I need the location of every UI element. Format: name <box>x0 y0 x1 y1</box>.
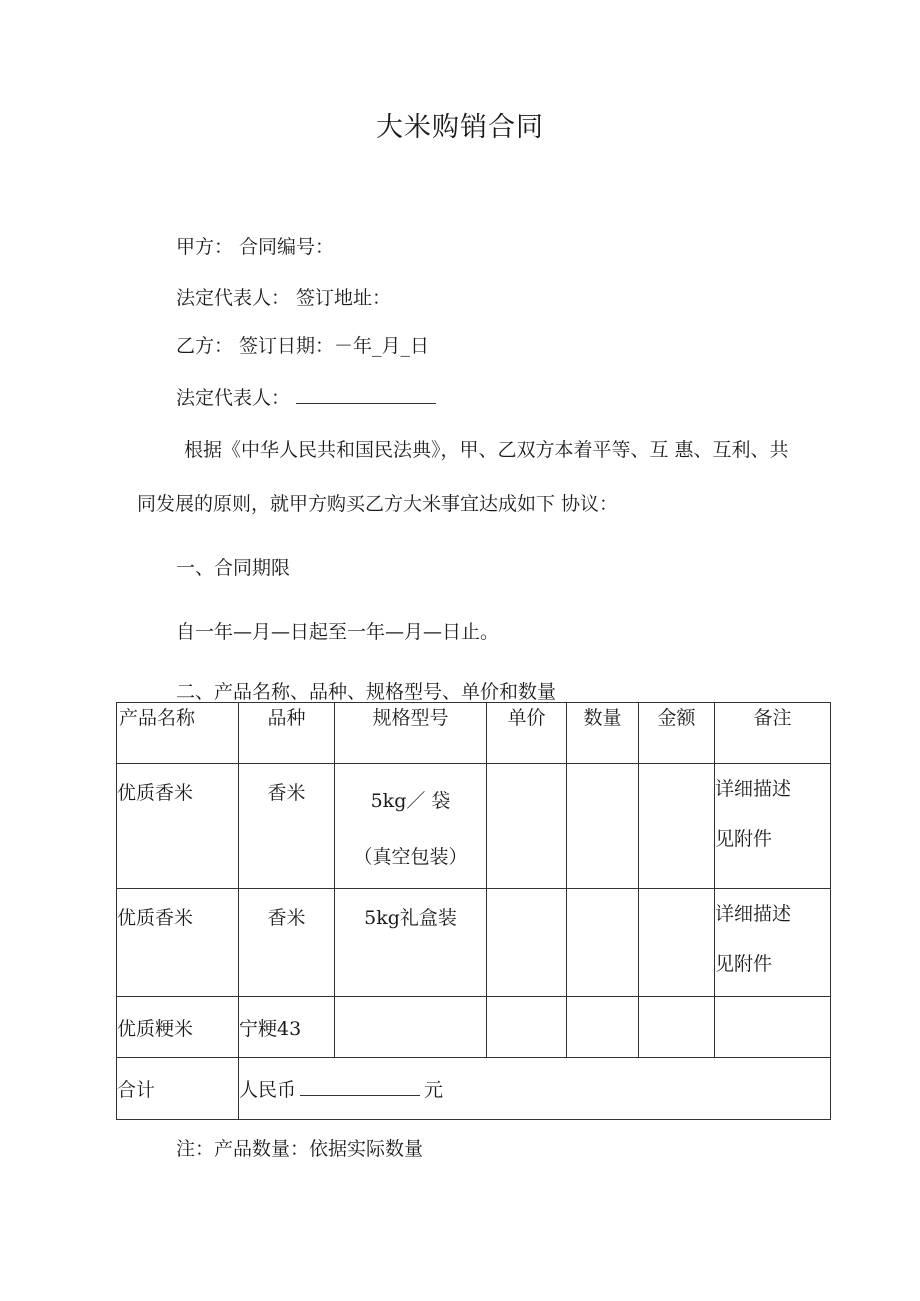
row3-remarks <box>715 997 831 1058</box>
legal-rep-b-line <box>176 383 436 410</box>
header-unit-price: 单价 <box>487 703 567 764</box>
header-variety: 品种 <box>239 703 335 764</box>
row2-remarks-line1: 详细描述 <box>715 903 792 925</box>
product-table <box>116 702 831 1120</box>
legal-rep-b-blank <box>296 385 436 404</box>
preamble-line-2: 同发展的原则，就甲方购买乙方大米事宜达成如下 协议： <box>137 493 619 515</box>
header-amount: 金额 <box>639 703 715 764</box>
table-total-row <box>117 1058 831 1120</box>
row1-remarks <box>715 764 831 889</box>
table-row <box>117 889 831 997</box>
row2-quantity <box>567 889 639 997</box>
header-product-name: 产品名称 <box>117 703 239 764</box>
row1-spec-line1: 5kg／ 袋 <box>370 790 451 812</box>
row1-quantity <box>567 764 639 889</box>
total-blank <box>300 1077 420 1096</box>
section-1-body: 自一年—月—日起至一年—月—日止。 <box>176 621 500 643</box>
section-1-heading: 一、合同期限 <box>176 557 291 579</box>
row2-amount <box>639 889 715 997</box>
header-quantity: 数量 <box>567 703 639 764</box>
row2-variety: 香米 <box>239 889 335 997</box>
row1-product-name: 优质香米 <box>117 764 239 889</box>
row3-amount <box>639 997 715 1058</box>
total-label: 合计 <box>117 1058 239 1120</box>
row2-product-name: 优质香米 <box>117 889 239 997</box>
row1-unit-price <box>487 764 567 889</box>
table-row <box>117 997 831 1058</box>
row2-unit-price <box>487 889 567 997</box>
total-suffix: 元 <box>424 1079 444 1101</box>
row1-remarks-line1: 详细描述 <box>715 778 792 800</box>
row3-spec <box>335 997 487 1058</box>
table-header-row <box>117 703 831 764</box>
row3-quantity <box>567 997 639 1058</box>
document-title: 大米购销合同 <box>376 112 544 143</box>
row1-remarks-line2: 见附件 <box>715 828 773 850</box>
total-amount <box>239 1058 831 1120</box>
header-remarks: 备注 <box>715 703 831 764</box>
party-b-line: 乙方： 签订日期：－年_月_日 <box>176 335 430 357</box>
row1-spec-line2: （真空包装） <box>353 846 468 868</box>
row2-spec: 5kg礼盒装 <box>335 889 487 997</box>
party-a-line: 甲方： 合同编号： <box>176 236 335 258</box>
row3-variety: 宁粳43 <box>239 997 335 1058</box>
preamble-line-1: 根据《中华人民共和国民法典》，甲、乙双方本着平等、互 惠、互利、共 <box>184 439 789 461</box>
row1-variety: 香米 <box>239 764 335 889</box>
row3-unit-price <box>487 997 567 1058</box>
table-note: 注：产品数量：依据实际数量 <box>176 1138 424 1160</box>
row2-remarks-line2: 见附件 <box>715 953 773 975</box>
row1-amount <box>639 764 715 889</box>
total-prefix: 人民币 <box>239 1079 297 1101</box>
header-spec: 规格型号 <box>335 703 487 764</box>
legal-rep-a-line: 法定代表人： 签订地址： <box>176 287 392 309</box>
row2-remarks <box>715 889 831 997</box>
row1-spec <box>335 764 487 889</box>
legal-rep-b-label: 法定代表人： <box>176 387 291 409</box>
row3-product-name: 优质粳米 <box>117 997 239 1058</box>
table-row <box>117 764 831 889</box>
section-2-heading: 二、产品名称、品种、规格型号、单价和数量 <box>176 681 557 703</box>
